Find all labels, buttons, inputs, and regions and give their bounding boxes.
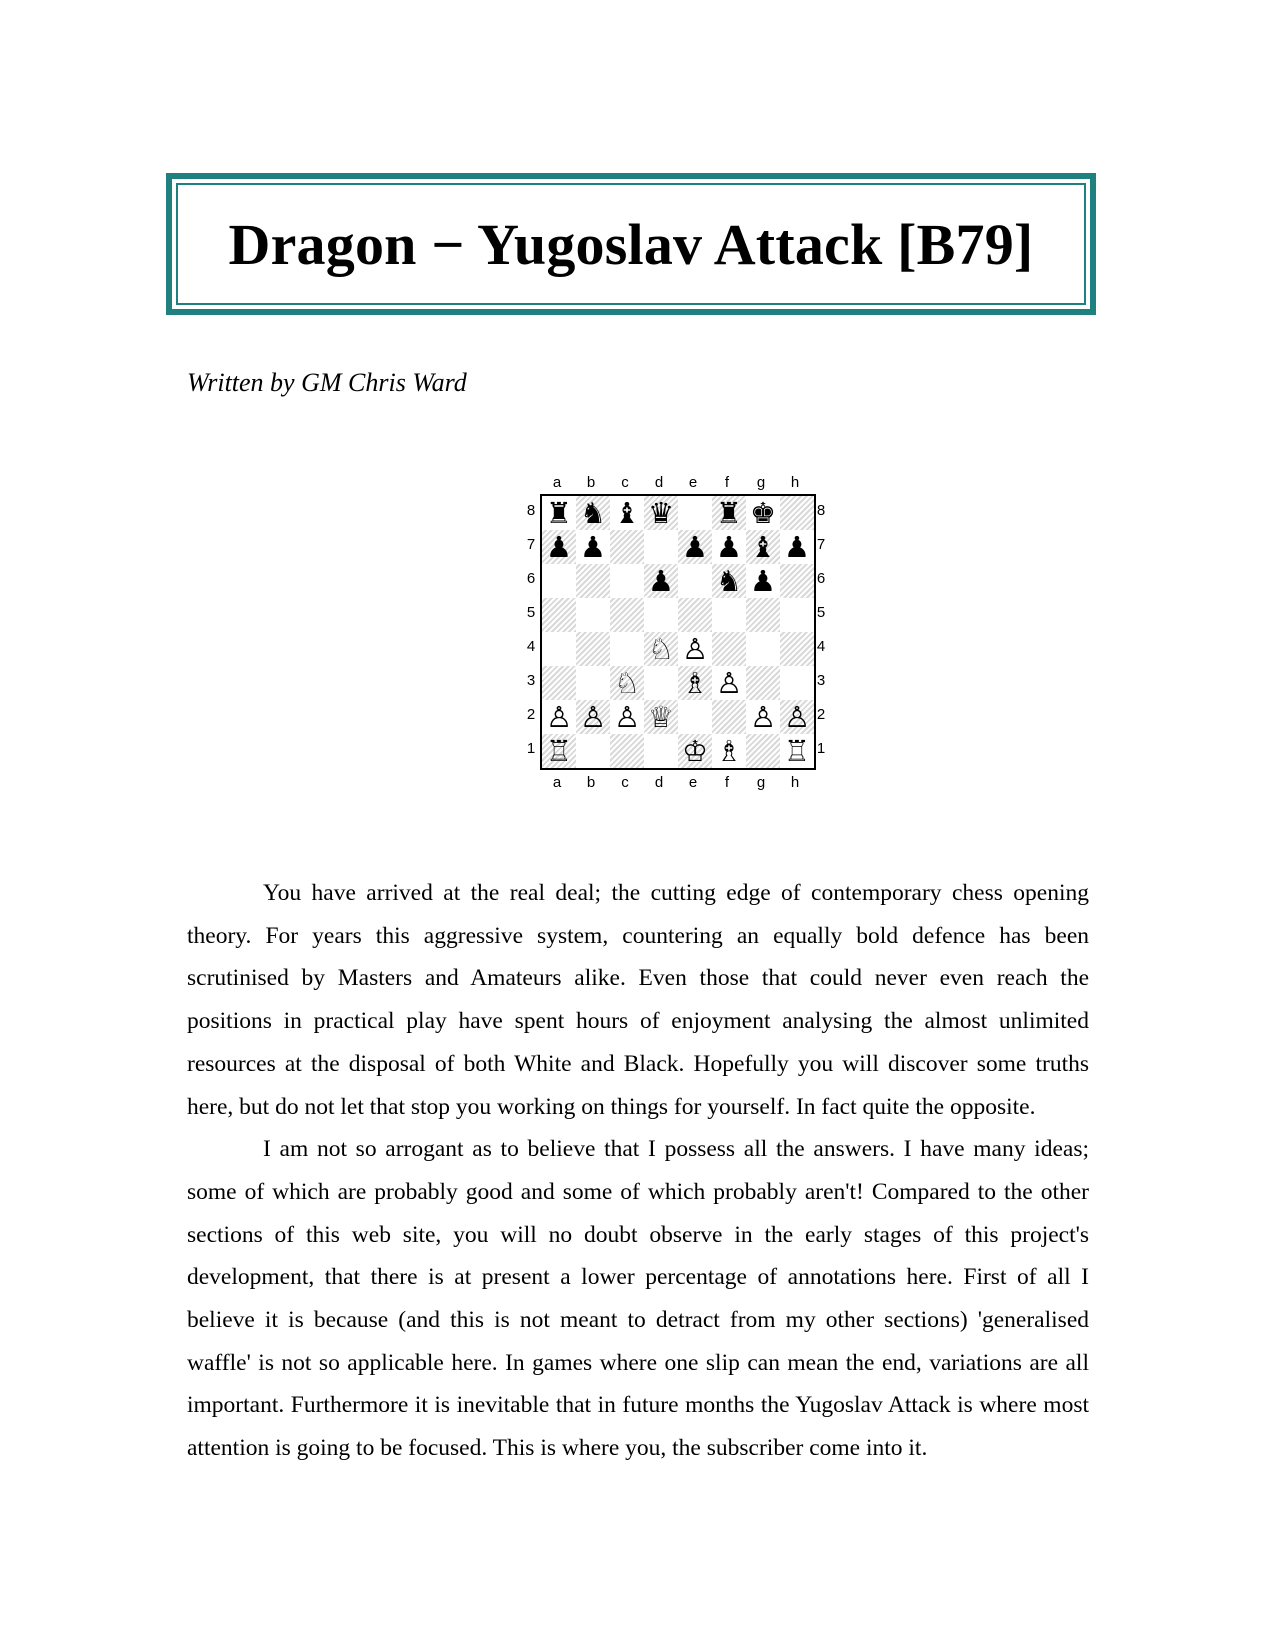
chess-square (712, 598, 746, 632)
rank-label: 6 (816, 570, 826, 587)
chess-square (644, 598, 678, 632)
file-label: b (586, 474, 596, 491)
chess-square (780, 632, 814, 666)
paragraph: I am not so arrogant as to believe that I possess all the answers. I have many ideas; some of which are probably good and some of which probably aren't! Compared to the other sections of this web site, you will no doubt observe in the early stages of this project's development, that there is at present a lower percentage of annotations here. First of all I believe it is because (and this is not meant to detract from my other sections) 'generalised waffle' is not so applicable here. In games where one slip can mean the end, variations are all important. Furthermore it is inevitable that in future months the Yugoslav Attack is where most attention is going to be focused. This is where you, the subscriber come into it. (187, 1136, 1089, 1462)
chess-square (610, 598, 644, 632)
rank-labels-left (524, 494, 538, 766)
chess-square (746, 666, 780, 700)
chessboard (540, 494, 816, 770)
rank-label: 7 (526, 536, 536, 553)
title-box (166, 173, 1096, 315)
chess-square (678, 496, 712, 530)
chess-square (542, 666, 576, 700)
file-label: h (790, 774, 800, 791)
chess-square (576, 666, 610, 700)
chess-square (678, 598, 712, 632)
chess-piece-square: ♗ (712, 734, 746, 768)
chess-square (712, 632, 746, 666)
file-label: a (552, 774, 562, 791)
rank-label: 2 (526, 706, 536, 723)
rank-label: 5 (816, 604, 826, 621)
chess-piece-square: ♘ (644, 632, 678, 666)
chess-piece-square: ♛ (644, 496, 678, 530)
chess-piece-square: ♘ (610, 666, 644, 700)
chess-piece-square: ♞ (576, 496, 610, 530)
chess-piece-square: ♞ (712, 564, 746, 598)
chess-square (542, 632, 576, 666)
chess-piece-square: ♟ (576, 530, 610, 564)
chess-piece-square: ♖ (542, 734, 576, 768)
file-label: c (621, 774, 629, 791)
chess-square (780, 666, 814, 700)
file-labels-bottom (540, 774, 812, 792)
chess-square (780, 564, 814, 598)
chess-square (780, 496, 814, 530)
file-label: f (724, 474, 730, 491)
chess-piece-square: ♚ (746, 496, 780, 530)
chess-piece-square: ♕ (644, 700, 678, 734)
chess-square (610, 734, 644, 768)
chess-piece-square: ♙ (712, 666, 746, 700)
chess-square (746, 734, 780, 768)
chess-square (542, 564, 576, 598)
rank-label: 3 (816, 672, 826, 689)
chess-piece-square: ♜ (542, 496, 576, 530)
rank-label: 8 (816, 502, 826, 519)
file-label: g (756, 474, 766, 491)
chess-piece-square: ♙ (780, 700, 814, 734)
rank-label: 2 (816, 706, 826, 723)
rank-label: 1 (816, 740, 826, 757)
chess-piece-square: ♙ (678, 632, 712, 666)
file-label: a (552, 474, 562, 491)
chess-square (644, 530, 678, 564)
chess-square (678, 700, 712, 734)
chess-square (712, 700, 746, 734)
chess-piece-square: ♔ (678, 734, 712, 768)
chess-piece-square: ♙ (610, 700, 644, 734)
chess-piece-square: ♟ (780, 530, 814, 564)
chess-piece-square: ♟ (678, 530, 712, 564)
rank-label: 8 (526, 502, 536, 519)
file-label: d (654, 774, 664, 791)
chess-piece-square: ♟ (542, 530, 576, 564)
chess-square (576, 598, 610, 632)
chess-piece-square: ♟ (712, 530, 746, 564)
chess-square (644, 734, 678, 768)
chess-piece-square: ♜ (712, 496, 746, 530)
chess-square (610, 632, 644, 666)
file-label: h (790, 474, 800, 491)
file-label: f (724, 774, 730, 791)
chess-square (610, 564, 644, 598)
chess-piece-square: ♝ (610, 496, 644, 530)
chess-square (780, 598, 814, 632)
file-label: b (586, 774, 596, 791)
chess-square (576, 564, 610, 598)
chess-square (576, 632, 610, 666)
rank-label: 4 (816, 638, 826, 655)
file-label: g (756, 774, 766, 791)
chess-piece-square: ♟ (746, 564, 780, 598)
file-label: d (654, 474, 664, 491)
chess-square (542, 598, 576, 632)
chess-piece-square: ♝ (746, 530, 780, 564)
byline: Written by GM Chris Ward (187, 368, 467, 397)
rank-label: 1 (526, 740, 536, 757)
chess-piece-square: ♙ (746, 700, 780, 734)
file-labels-top (540, 474, 812, 492)
chess-square (576, 734, 610, 768)
paragraph: You have arrived at the real deal; the cutting edge of contemporary chess opening theory. For years this aggressive system, countering an equally bold defence has been scrutinised by Masters and Amateurs alike. Even those that could never even reach the positions in practical play have spent hours of enjoyment analysing the almost unlimited resources at the disposal of both White and Black. Hopefully you will discover some truths here, but do not let that stop you working on things for yourself. In fact quite the opposite. (187, 880, 1089, 1120)
chess-square (746, 598, 780, 632)
rank-label: 5 (526, 604, 536, 621)
chess-piece-square: ♖ (780, 734, 814, 768)
chess-piece-square: ♙ (542, 700, 576, 734)
page-title: Dragon − Yugoslav Attack [B79] (228, 211, 1034, 277)
rank-labels-right (814, 494, 828, 766)
rank-label: 7 (816, 536, 826, 553)
rank-label: 3 (526, 672, 536, 689)
chess-piece-square: ♟ (644, 564, 678, 598)
chess-square (610, 530, 644, 564)
file-label: e (688, 774, 698, 791)
body-text (187, 872, 1089, 1470)
chess-piece-square: ♗ (678, 666, 712, 700)
file-label: e (688, 474, 698, 491)
chess-square (644, 666, 678, 700)
rank-label: 4 (526, 638, 536, 655)
file-label: c (621, 474, 629, 491)
rank-label: 6 (526, 570, 536, 587)
chess-piece-square: ♙ (576, 700, 610, 734)
chess-diagram (522, 474, 826, 792)
chess-square (678, 564, 712, 598)
chess-square (746, 632, 780, 666)
